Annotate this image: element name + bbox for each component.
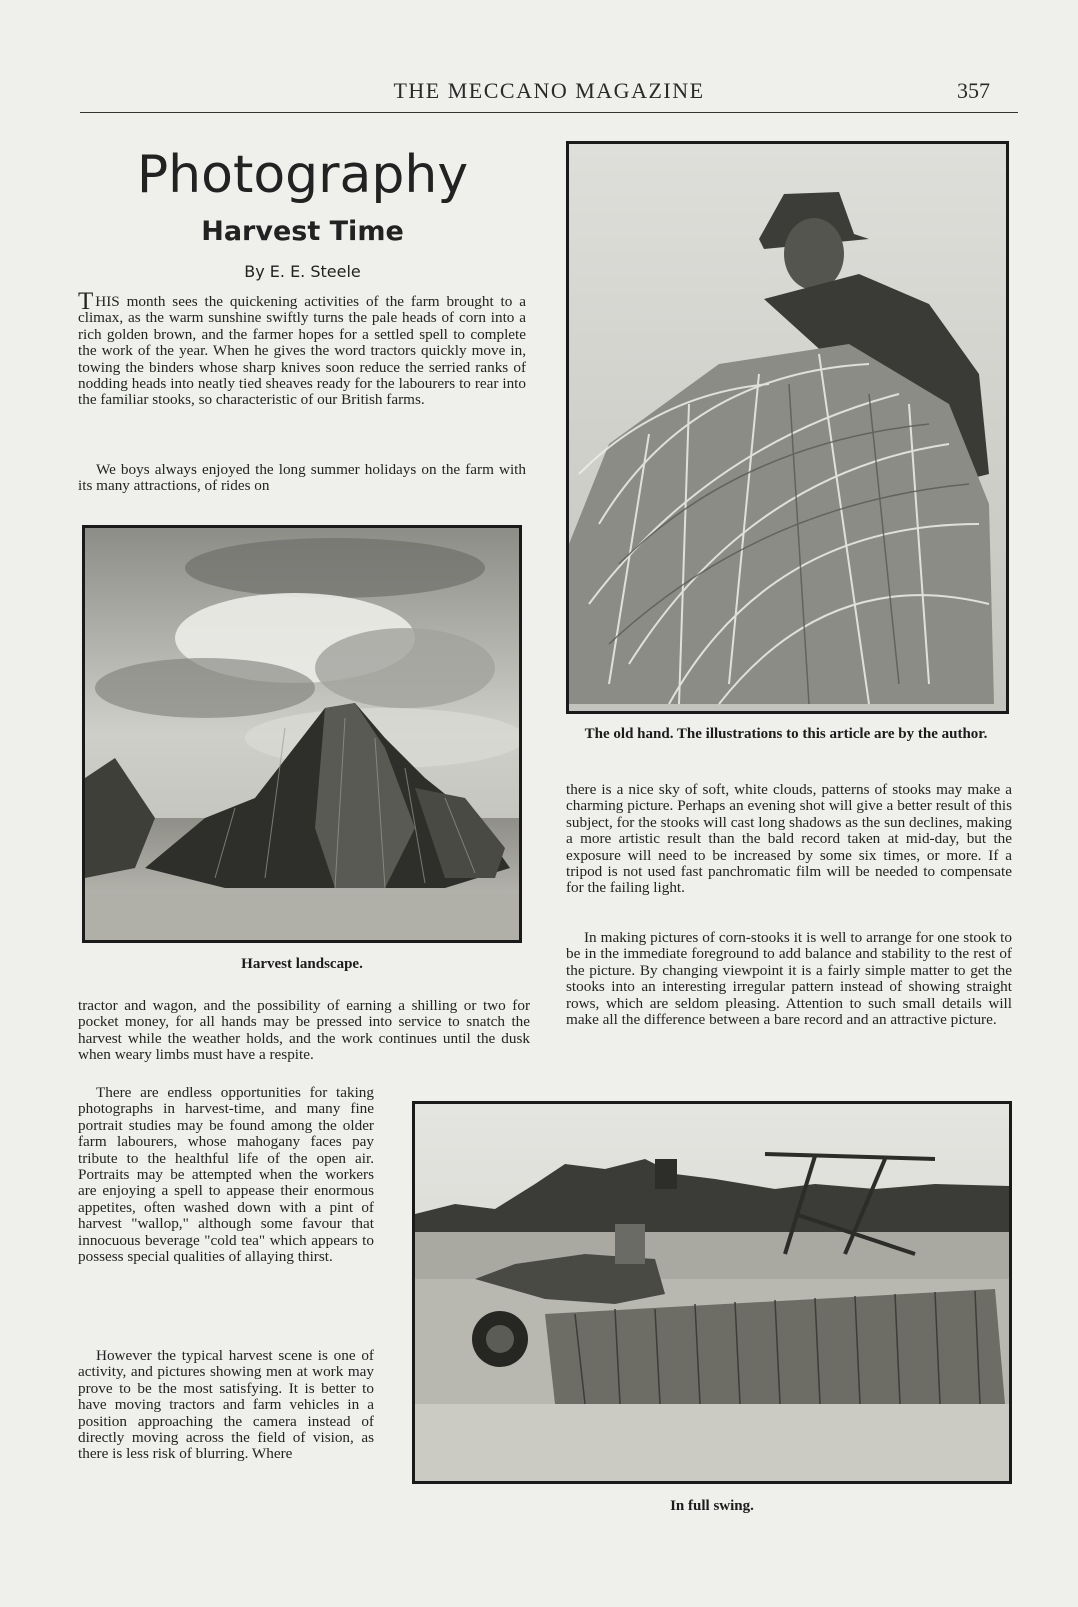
running-header: [80, 76, 1018, 113]
paragraph-intro-text: HIS month sees the quickening activities of the farm brought to a climax, as the warm sunshine swiftly turns the pale heads of corn into a rich golden brown, and the farmer hopes for a settled spell to complete the work of the year. When he gives the word tractors quickly move in, towing the binders whose sharp knives soon reduce the serried ranks of nodding heads into neatly tied sheaves ready for the labourers to rear into the familiar stooks, so characteristic of our British farms.: [78, 293, 526, 409]
harvest-landscape-photo: [82, 525, 522, 943]
paragraph-intro: [78, 288, 526, 409]
article-subtitle: Harvest Time: [201, 216, 404, 247]
paragraph-tractor: tractor and wagon, and the possibility of earning a shilling or two for pocket money, for all hands may be pressed into service to snatch the harvest while the weather holds, and the work continues until the dusk when weary limbs must have a respite.: [78, 997, 530, 1064]
paragraph-corn-stooks: In making pictures of corn-stooks it is well to arrange for one stook to be in the immediate foreground to add balance and stability to the rest of the picture. By changing viewpoint it is a fairly simple matter to get the stooks into an interesting irregular pattern instead of showing straight rows, which are seldom pleasing. Attention to such small details will make all the difference between a bare record and an attractive picture.: [566, 929, 1012, 1029]
drop-cap: T: [78, 288, 94, 315]
in-full-swing-photo: [412, 1101, 1012, 1484]
page-number: 357: [957, 78, 990, 103]
in-full-swing-caption: In full swing.: [670, 1498, 754, 1514]
paragraph-holidays: We boys always enjoyed the long summer holidays on the farm with its many attractions, of rides on: [78, 461, 526, 495]
article-byline: By E. E. Steele: [244, 262, 361, 281]
magazine-title: THE MECCANO MAGAZINE: [393, 78, 705, 103]
article-title-block: [80, 140, 525, 281]
paragraph-opportunities: There are endless opportunities for taking photographs in harvest-time, and many fine portrait studies may be found among the older farm labourers, whose mahogany faces pay tribute to the healthful life of the open air. Portraits may be attempted when the workers are enjoying a spell to appease their enormous appetites, often washed down with a pint of harvest "wallop," although some favour that innocuous beverage "cold tea" which appears to possess special qualities of allaying thirst.: [78, 1084, 374, 1266]
paragraph-sky: there is a nice sky of soft, white clouds, patterns of stooks may make a charming picture. Perhaps an evening shot will give a better result of this subject, for the stooks will cast long shadows as the sun declines, making a more artistic result than the bald record taken at mid-day, but the exposure will need to be increased by some six times, or more. If a tripod is not used fast panchromatic film will be needed to compensate for the failing light.: [566, 781, 1012, 897]
paragraph-activity: However the typical harvest scene is one of activity, and pictures showing men at work may prove to be the most satisfying. It is better to have moving tractors and farm vehicles in a position approaching the camera instead of directly moving across the field of vision, as there is less risk of blurring. Where: [78, 1347, 374, 1463]
old-hand-caption: The old hand. The illustrations to this article are by the author.: [584, 726, 988, 742]
harvest-landscape-caption: Harvest landscape.: [241, 956, 363, 972]
old-hand-photo: [566, 141, 1009, 714]
article-title: Photography: [136, 145, 469, 205]
